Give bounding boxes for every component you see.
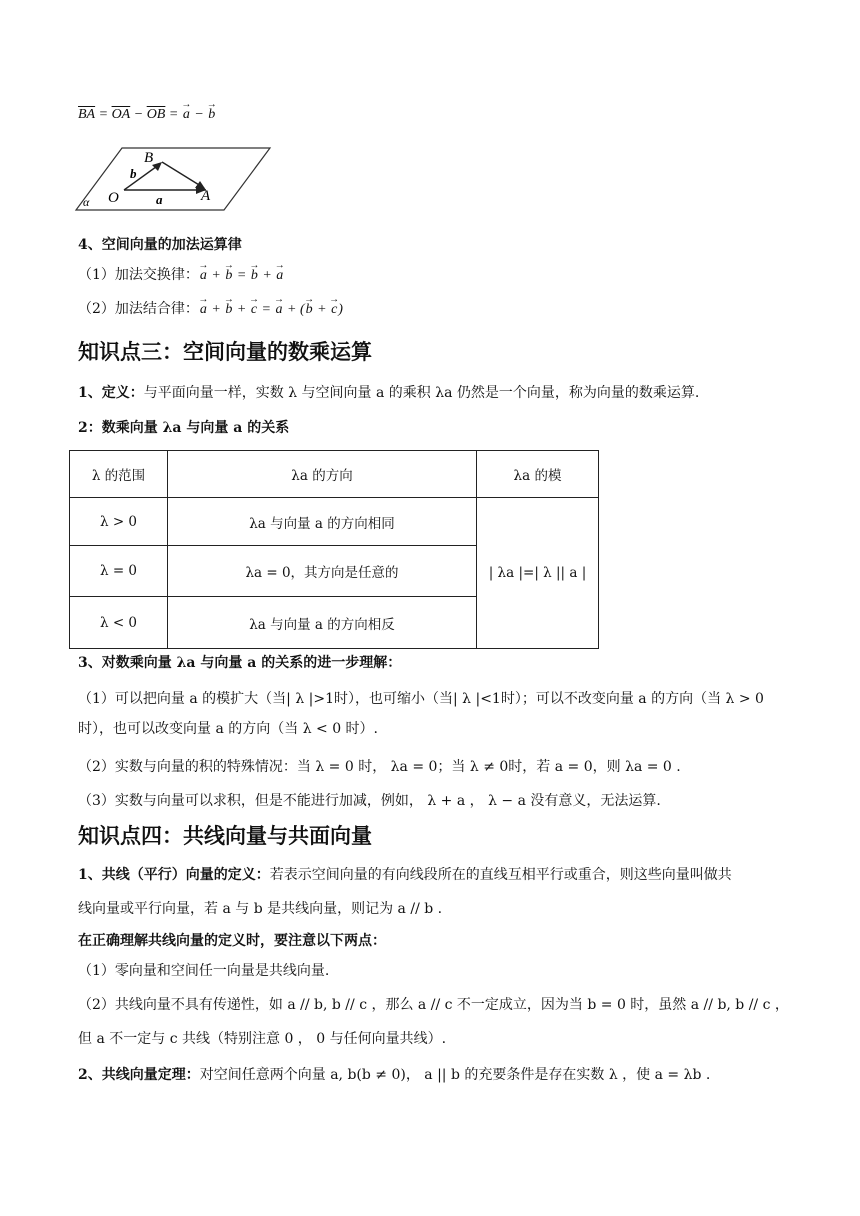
table-cell: λ < 0 <box>70 597 168 649</box>
table-cell: λa = 0，其方向是任意的 <box>168 546 477 597</box>
addition-laws-title: 4、空间向量的加法运算律 <box>78 237 242 253</box>
table-cell: λ > 0 <box>70 498 168 546</box>
table-cell: λa 与向量 a 的方向相反 <box>168 597 477 649</box>
label-B: B <box>144 150 154 166</box>
collinear-def-line-1: 1、共线（平行）向量的定义：若表示空间向量的有向线段所在的直线互相平行或重合，则这些向量叫做共 <box>78 867 732 883</box>
collinear-def-line-2: 线向量或平行向量，若 a 与 b 是共线向量，则记为 a // b . <box>78 901 443 917</box>
label-a: a <box>156 192 163 207</box>
associative-law: （2）加法结合律：→ a + → b + → c = → a + (→ b + → c) <box>78 298 343 321</box>
table-head-range: λ 的范围 <box>70 451 168 498</box>
scalar-definition: 1、定义：与平面向量一样，实数 λ 与空间向量 a 的乘积 λa 仍然是一个向量，称为向量的数乘运算. <box>78 385 700 401</box>
table-cell: λa 与向量 a 的方向相同 <box>168 498 477 546</box>
scalar-relation-table <box>69 450 599 649</box>
label-A: A <box>201 188 211 204</box>
commutative-law: （1）加法交换律：→ a + → b = → b + → a <box>78 264 284 287</box>
collinear-note-2-line-2: 但 a 不一定与 c 共线（特别注意 0 ， 0 与任何向量共线）. <box>78 1031 447 1047</box>
note-2: （2）实数与向量的积的特殊情况：当 λ = 0 时， λa = 0；当 λ ≠ 0时，若 a = 0，则 λa = 0 . <box>78 759 681 775</box>
collinear-theorem: 2、共线向量定理：对空间任意两个向量 a, b(b ≠ 0)， a || b 的充要条件是存在实数 λ ，使 a = λb . <box>78 1067 711 1083</box>
note-title: 在正确理解共线向量的定义时，要注意以下两点： <box>78 933 386 949</box>
note-3: （3）实数与向量可以求积，但是不能进行加减，例如， λ + a ， λ − a 没有意义，无法运算. <box>78 793 661 809</box>
heading-collinear-coplanar: 知识点四：共线向量与共面向量 <box>78 824 372 848</box>
collinear-note-1: （1）零向量和空间任一向量是共线向量. <box>78 963 330 979</box>
table-cell: λ = 0 <box>70 546 168 597</box>
label-O: O <box>108 190 119 206</box>
table-head-direction: λa 的方向 <box>168 451 477 498</box>
label-b: b <box>130 166 137 181</box>
relation-title: 2：数乘向量 λa 与向量 a 的关系 <box>78 420 290 436</box>
vector-plane-diagram <box>74 144 274 214</box>
vector-subtraction-formula: $\overline{BA} = \overline{OA} - \overline{OB}$ = → a − → b <box>78 104 216 126</box>
heading-scalar-multiplication: 知识点三：空间向量的数乘运算 <box>78 340 372 364</box>
collinear-note-2-line-1: （2）共线向量不具有传递性，如 a // b, b // c ，那么 a // c 不一定成立，因为当 b = 0 时，虽然 a // b, b // c ， <box>78 997 789 1013</box>
note-1-line-1: （1）可以把向量 a 的模扩大（当| λ |>1时），也可缩小（当| λ |<1时）；可以不改变向量 a 的方向（当 λ > 0 <box>78 691 764 707</box>
further-understanding-title: 3、对数乘向量 λa 与向量 a 的关系的进一步理解： <box>78 655 402 671</box>
table-head-modulus: λa 的模 <box>477 451 599 498</box>
label-alpha: α <box>83 195 90 209</box>
note-1-line-2: 时），也可以改变向量 a 的方向（当 λ < 0 时）. <box>78 721 379 737</box>
table-cell-modulus: | λa |=| λ || a | <box>477 498 599 649</box>
